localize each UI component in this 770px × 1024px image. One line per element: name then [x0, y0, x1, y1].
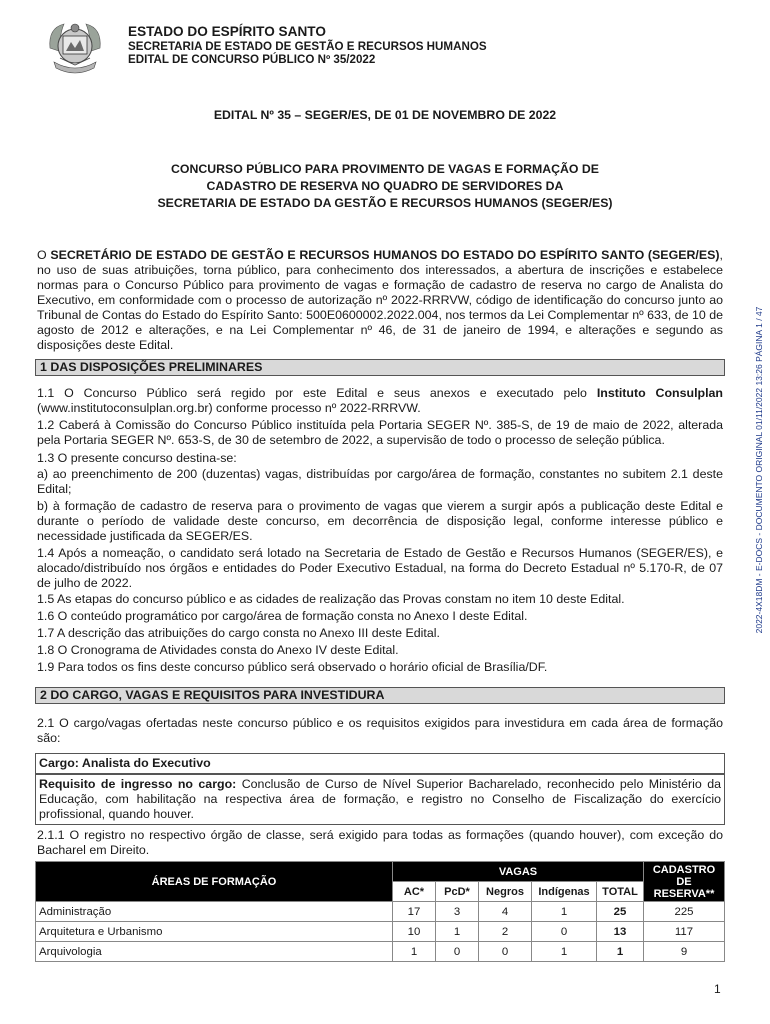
- requisito-box: Requisito de ingresso no cargo: Conclusão de Curso de Nível Superior Bacharelado, reconhecido pelo Ministério da Educação, com habilitação na respectiva área de formação, e registro no Conselho de Fiscalização do exercício profissional, quando houver.: [35, 774, 725, 825]
- row-total: 13: [597, 922, 644, 942]
- row-indigenas: 0: [532, 922, 597, 942]
- table-row: [36, 922, 725, 942]
- col-cadastro-header: CADASTRO DE RESERVA**: [644, 862, 725, 902]
- row-ac: 10: [393, 922, 436, 942]
- item-2-1-1: 2.1.1 O registro no respectivo órgão de classe, será exigido para todas as formações (quando houver), com exceção do Bacharel em Direito.: [37, 828, 723, 857]
- col-areas-header: ÁREAS DE FORMAÇÃO: [36, 862, 393, 902]
- subtitle-line-3: SECRETARIA DE ESTADO DA GESTÃO E RECURSOS HUMANOS (SEGER/ES): [157, 196, 613, 210]
- item-1-4: 1.4 Após a nomeação, o candidato será lotado na Secretaria de Estado de Gestão e Recursos Humanos (SEGER/ES), e alocado/distribuído nos órgãos e entidades do Poder Executivo Estadual, na forma do Decreto Estadual nº 5.170-R, de 07 de julho de 2022.: [37, 546, 723, 590]
- col-vagas-header: VAGAS: [393, 862, 644, 882]
- item-2-1: 2.1 O cargo/vagas ofertadas neste concurso público e os requisitos exigidos para investidura em cada área de formação são:: [37, 716, 723, 745]
- row-negros: 4: [479, 902, 532, 922]
- item-1-1: 1.1 O Concurso Público será regido por este Edital e seus anexos e executado pelo Instituto Consulplan (www.institutoconsulplan.org.br) conforme processo nº 2022-RRRVW.: [37, 386, 723, 415]
- subtitle-line-2: CADASTRO DE RESERVA NO QUADRO DE SERVIDORES DA: [206, 179, 564, 193]
- page-number: 1: [714, 982, 721, 996]
- row-area: Arquitetura e Urbanismo: [36, 922, 393, 942]
- item-1-7: 1.7 A descrição das atribuições do cargo consta no Anexo III deste Edital.: [37, 626, 440, 640]
- row-pcd: 3: [436, 902, 479, 922]
- row-cadastro: 117: [644, 922, 725, 942]
- row-cadastro: 225: [644, 902, 725, 922]
- row-area: Administração: [36, 902, 393, 922]
- header-state: ESTADO DO ESPÍRITO SANTO: [128, 24, 326, 39]
- item-1-3-a: a) ao preenchimento de 200 (duzentas) vagas, distribuídas por cargo/área de formação, constantes no subitem 2.1 deste Edital;: [37, 467, 723, 496]
- coat-of-arms-logo: [44, 18, 106, 80]
- intro-bold: SECRETÁRIO DE ESTADO DE GESTÃO E RECURSOS HUMANOS DO ESTADO DO ESPÍRITO SANTO (SEGER/ES): [50, 248, 720, 262]
- table-row: [36, 902, 725, 922]
- col-indigenas: Indígenas: [532, 882, 597, 902]
- row-pcd: 0: [436, 942, 479, 962]
- row-cadastro: 9: [644, 942, 725, 962]
- table-row: [36, 942, 725, 962]
- row-total: 25: [597, 902, 644, 922]
- section-2-header: 2 DO CARGO, VAGAS E REQUISITOS PARA INVESTIDURA: [35, 687, 725, 704]
- item-1-2: 1.2 Caberá à Comissão do Concurso Público instituída pela Portaria SEGER Nº. 385-S, de 19 de maio de 2022, alterada pela Portaria SEGER Nº. 653-S, de 30 de setembro de 2022, a supervisão de todo o processo de seleção pública.: [37, 418, 723, 447]
- edital-title: EDITAL Nº 35 – SEGER/ES, DE 01 DE NOVEMBRO DE 2022: [213, 108, 557, 122]
- row-indigenas: 1: [532, 902, 597, 922]
- header-edital: EDITAL DE CONCURSO PÚBLICO Nº 35/2022: [128, 53, 376, 66]
- col-ac: AC*: [393, 882, 436, 902]
- intro-paragraph: O SECRETÁRIO DE ESTADO DE GESTÃO E RECURSOS HUMANOS DO ESTADO DO ESPÍRITO SANTO (SEGER/ES), no uso de suas atribuições, torna público, para conhecimento dos interessados, a abertura de inscrições e estabelece normas para o Concurso Público para provimento de vagas e formação de cadastro de reserva no cargo de Analista do Executivo, em conformidade com o processo de autorização nº 2022-RRRVW, código de identificação do concurso junto ao Tribunal de Contas do Estado do Espírito Santo: 500E0600002.2022.004, nos termos da Lei Complementar nº 633, de 10 de agosto de 2012 e alterações, e na Lei Complementar nº 46, de 31 de janeiro de 1994, e alterações e segundo as disposições deste Edital.: [37, 248, 723, 352]
- row-total: 1: [597, 942, 644, 962]
- section-1-header: 1 DAS DISPOSIÇÕES PRELIMINARES: [35, 359, 725, 376]
- subtitle-line-1: CONCURSO PÚBLICO PARA PROVIMENTO DE VAGAS E FORMAÇÃO DE: [171, 162, 599, 176]
- cargo-box: Cargo: Analista do Executivo: [35, 753, 725, 774]
- item-1-8: 1.8 O Cronograma de Atividades consta do Anexo IV deste Edital.: [37, 643, 399, 657]
- row-ac: 17: [393, 902, 436, 922]
- col-pcd: PcD*: [436, 882, 479, 902]
- item-1-5: 1.5 As etapas do concurso público e as cidades de realização das Provas constam no item 10 deste Edital.: [37, 592, 625, 606]
- row-negros: 2: [479, 922, 532, 942]
- col-total: TOTAL: [597, 882, 644, 902]
- item-1-3: 1.3 O presente concurso destina-se:: [37, 451, 237, 465]
- side-stamp: 2022-4X18DM - E-DOCS - DOCUMENTO ORIGINAL 01/11/2022 13:26 PÁGINA 1 / 47: [754, 306, 764, 634]
- item-1-9: 1.9 Para todos os fins deste concurso público será observado o horário oficial de Brasília/DF.: [37, 660, 548, 674]
- row-area: Arquivologia: [36, 942, 393, 962]
- vagas-table: [35, 861, 725, 962]
- row-indigenas: 1: [532, 942, 597, 962]
- col-negros: Negros: [479, 882, 532, 902]
- item-1-6: 1.6 O conteúdo programático por cargo/área de formação consta no Anexo I deste Edital.: [37, 609, 528, 623]
- item-1-3-b: b) à formação de cadastro de reserva para o provimento de vagas que vierem a surgir após a publicação deste Edital e durante o período de validade deste concurso, em decorrência de disposição legal, conforme interesse público e necessidade justificada da SEGER/ES.: [37, 499, 723, 543]
- header-secretariat: SECRETARIA DE ESTADO DE GESTÃO E RECURSOS HUMANOS: [128, 40, 487, 53]
- row-pcd: 1: [436, 922, 479, 942]
- row-negros: 0: [479, 942, 532, 962]
- row-ac: 1: [393, 942, 436, 962]
